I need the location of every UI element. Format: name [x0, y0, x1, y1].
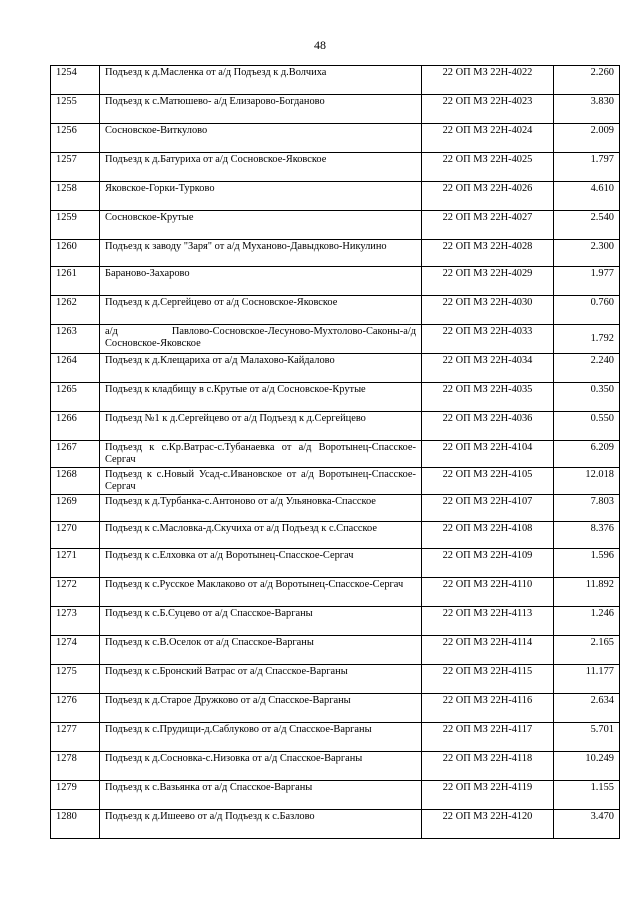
road-code: 22 ОП МЗ 22Н-4107 [422, 495, 554, 522]
table-row [51, 578, 620, 607]
roads-table-body [51, 66, 620, 839]
table-row [51, 665, 620, 694]
table-row [51, 495, 620, 522]
road-length: 1.596 [554, 549, 620, 578]
table-row [51, 354, 620, 383]
road-code: 22 ОП МЗ 22Н-4119 [422, 781, 554, 810]
table-row [51, 211, 620, 240]
road-length: 1.797 [554, 153, 620, 182]
road-length: 2.165 [554, 636, 620, 665]
row-number: 1255 [51, 95, 100, 124]
road-length: 8.376 [554, 522, 620, 549]
road-code: 22 ОП МЗ 22Н-4036 [422, 412, 554, 441]
road-length: 11.892 [554, 578, 620, 607]
table-row [51, 781, 620, 810]
road-name: Подъезд к с.Б.Суцево от а/д Спасское-Варганы [100, 607, 422, 636]
table-row [51, 95, 620, 124]
table-row [51, 810, 620, 839]
road-length: 3.830 [554, 95, 620, 124]
road-code: 22 ОП МЗ 22Н-4110 [422, 578, 554, 607]
road-code: 22 ОП МЗ 22Н-4023 [422, 95, 554, 124]
row-number: 1257 [51, 153, 100, 182]
road-name: Подъезд к с.Масловка-д.Скучиха от а/д Подъезд к с.Спасское [100, 522, 422, 549]
road-length: 0.760 [554, 296, 620, 325]
road-code: 22 ОП МЗ 22Н-4117 [422, 723, 554, 752]
road-name: Подъезд к д.Сергейцево от а/д Сосновское-Яковское [100, 296, 422, 325]
road-length: 2.300 [554, 240, 620, 267]
road-name: Яковское-Горки-Турково [100, 182, 422, 211]
road-code: 22 ОП МЗ 22Н-4035 [422, 383, 554, 412]
row-number: 1256 [51, 124, 100, 153]
table-row [51, 66, 620, 95]
row-number: 1263 [51, 325, 100, 354]
table-row [51, 468, 620, 495]
road-code: 22 ОП МЗ 22Н-4105 [422, 468, 554, 495]
road-code: 22 ОП МЗ 22Н-4028 [422, 240, 554, 267]
table-row [51, 240, 620, 267]
road-length: 2.260 [554, 66, 620, 95]
road-name: Бараново-Захарово [100, 267, 422, 296]
row-number: 1259 [51, 211, 100, 240]
road-code: 22 ОП МЗ 22Н-4108 [422, 522, 554, 549]
road-code: 22 ОП МЗ 22Н-4022 [422, 66, 554, 95]
row-number: 1254 [51, 66, 100, 95]
road-code: 22 ОП МЗ 22Н-4030 [422, 296, 554, 325]
road-name: Подъезд к д.Батуриха от а/д Сосновское-Яковское [100, 153, 422, 182]
road-code: 22 ОП МЗ 22Н-4113 [422, 607, 554, 636]
road-length: 5.701 [554, 723, 620, 752]
road-length: 6.209 [554, 441, 620, 468]
road-name: Подъезд к с.Русское Маклаково от а/д Воротынец-Спасское-Сергач [100, 578, 422, 607]
road-code: 22 ОП МЗ 22Н-4029 [422, 267, 554, 296]
road-length: 2.240 [554, 354, 620, 383]
road-length: 4.610 [554, 182, 620, 211]
row-number: 1268 [51, 468, 100, 495]
road-length: 7.803 [554, 495, 620, 522]
road-name: Подъезд к кладбищу в с.Крутые от а/д Сосновское-Крутые [100, 383, 422, 412]
road-name: Подъезд к с.Прудищи-д.Саблуково от а/д Спасское-Варганы [100, 723, 422, 752]
road-length: 2.540 [554, 211, 620, 240]
table-row [51, 694, 620, 723]
table-row [51, 412, 620, 441]
row-number: 1272 [51, 578, 100, 607]
road-length: 0.550 [554, 412, 620, 441]
table-row [51, 522, 620, 549]
road-length: 1.792 [554, 325, 620, 354]
road-name: Подъезд к с.Матюшево- а/д Елизарово-Богданово [100, 95, 422, 124]
road-code: 22 ОП МЗ 22Н-4027 [422, 211, 554, 240]
table-row [51, 441, 620, 468]
road-name: Подъезд к с.Елховка от а/д Воротынец-Спасское-Сергач [100, 549, 422, 578]
road-length: 3.470 [554, 810, 620, 839]
road-name: Подъезд к д.Клещариха от а/д Малахово-Кайдалово [100, 354, 422, 383]
road-code: 22 ОП МЗ 22Н-4116 [422, 694, 554, 723]
road-name: Подъезд к д.Масленка от а/д Подъезд к д.Волчиха [100, 66, 422, 95]
road-code: 22 ОП МЗ 22Н-4114 [422, 636, 554, 665]
road-name: Подъезд к с.Вазьянка от а/д Спасское-Варганы [100, 781, 422, 810]
row-number: 1276 [51, 694, 100, 723]
road-name: Сосновское-Виткулово [100, 124, 422, 153]
road-name: Подъезд к д.Старое Дружково от а/д Спасское-Варганы [100, 694, 422, 723]
row-number: 1270 [51, 522, 100, 549]
road-code: 22 ОП МЗ 22Н-4025 [422, 153, 554, 182]
road-length: 2.009 [554, 124, 620, 153]
road-name: а/д Павлово-Сосновское-Лесуново-Мухтолово-Саконы-а/д Сосновское-Яковское [100, 325, 422, 354]
road-name: Подъезд к с.В.Оселок от а/д Спасское-Варганы [100, 636, 422, 665]
row-number: 1271 [51, 549, 100, 578]
table-row [51, 153, 620, 182]
road-code: 22 ОП МЗ 22Н-4115 [422, 665, 554, 694]
road-code: 22 ОП МЗ 22Н-4118 [422, 752, 554, 781]
road-name: Подъезд к заводу "Заря" от а/д Муханово-Давыдково-Никулино [100, 240, 422, 267]
road-name: Подъезд к д.Турбанка-с.Антоново от а/д Ульяновка-Спасское [100, 495, 422, 522]
table-row [51, 182, 620, 211]
row-number: 1260 [51, 240, 100, 267]
road-code: 22 ОП МЗ 22Н-4109 [422, 549, 554, 578]
row-number: 1279 [51, 781, 100, 810]
road-code: 22 ОП МЗ 22Н-4120 [422, 810, 554, 839]
row-number: 1267 [51, 441, 100, 468]
row-number: 1264 [51, 354, 100, 383]
table-row [51, 325, 620, 354]
row-number: 1258 [51, 182, 100, 211]
road-code: 22 ОП МЗ 22Н-4024 [422, 124, 554, 153]
row-number: 1266 [51, 412, 100, 441]
row-number: 1280 [51, 810, 100, 839]
table-row [51, 267, 620, 296]
row-number: 1273 [51, 607, 100, 636]
table-row [51, 752, 620, 781]
page-number: 48 [314, 38, 326, 52]
table-row [51, 607, 620, 636]
road-name: Подъезд к д.Сосновка-с.Низовка от а/д Спасское-Варганы [100, 752, 422, 781]
road-name: Подъезд №1 к д.Сергейцево от а/д Подъезд к д.Сергейцево [100, 412, 422, 441]
table-row [51, 549, 620, 578]
road-length: 2.634 [554, 694, 620, 723]
road-name: Подъезд к с.Бронский Ватрас от а/д Спасское-Варганы [100, 665, 422, 694]
row-number: 1269 [51, 495, 100, 522]
road-code: 22 ОП МЗ 22Н-4034 [422, 354, 554, 383]
road-code: 22 ОП МЗ 22Н-4026 [422, 182, 554, 211]
row-number: 1277 [51, 723, 100, 752]
row-number: 1265 [51, 383, 100, 412]
row-number: 1261 [51, 267, 100, 296]
road-length: 0.350 [554, 383, 620, 412]
road-length: 1.977 [554, 267, 620, 296]
row-number: 1278 [51, 752, 100, 781]
road-name: Сосновское-Крутые [100, 211, 422, 240]
table-row [51, 636, 620, 665]
row-number: 1275 [51, 665, 100, 694]
road-code: 22 ОП МЗ 22Н-4104 [422, 441, 554, 468]
road-name: Подъезд к с.Новый Усад-с.Ивановское от а/д Воротынец-Спасское-Сергач [100, 468, 422, 495]
row-number: 1262 [51, 296, 100, 325]
road-code: 22 ОП МЗ 22Н-4033 [422, 325, 554, 354]
table-row [51, 296, 620, 325]
road-length: 12.018 [554, 468, 620, 495]
road-name: Подъезд к д.Ишеево от а/д Подъезд к с.Базлово [100, 810, 422, 839]
row-number: 1274 [51, 636, 100, 665]
table-row [51, 383, 620, 412]
road-name: Подъезд к с.Кр.Ватрас-с.Тубанаевка от а/д Воротынец-Спасское-Сергач [100, 441, 422, 468]
roads-table [50, 65, 620, 839]
table-row [51, 723, 620, 752]
road-length: 11.177 [554, 665, 620, 694]
road-length: 1.155 [554, 781, 620, 810]
table-row [51, 124, 620, 153]
road-length: 1.246 [554, 607, 620, 636]
road-length: 10.249 [554, 752, 620, 781]
